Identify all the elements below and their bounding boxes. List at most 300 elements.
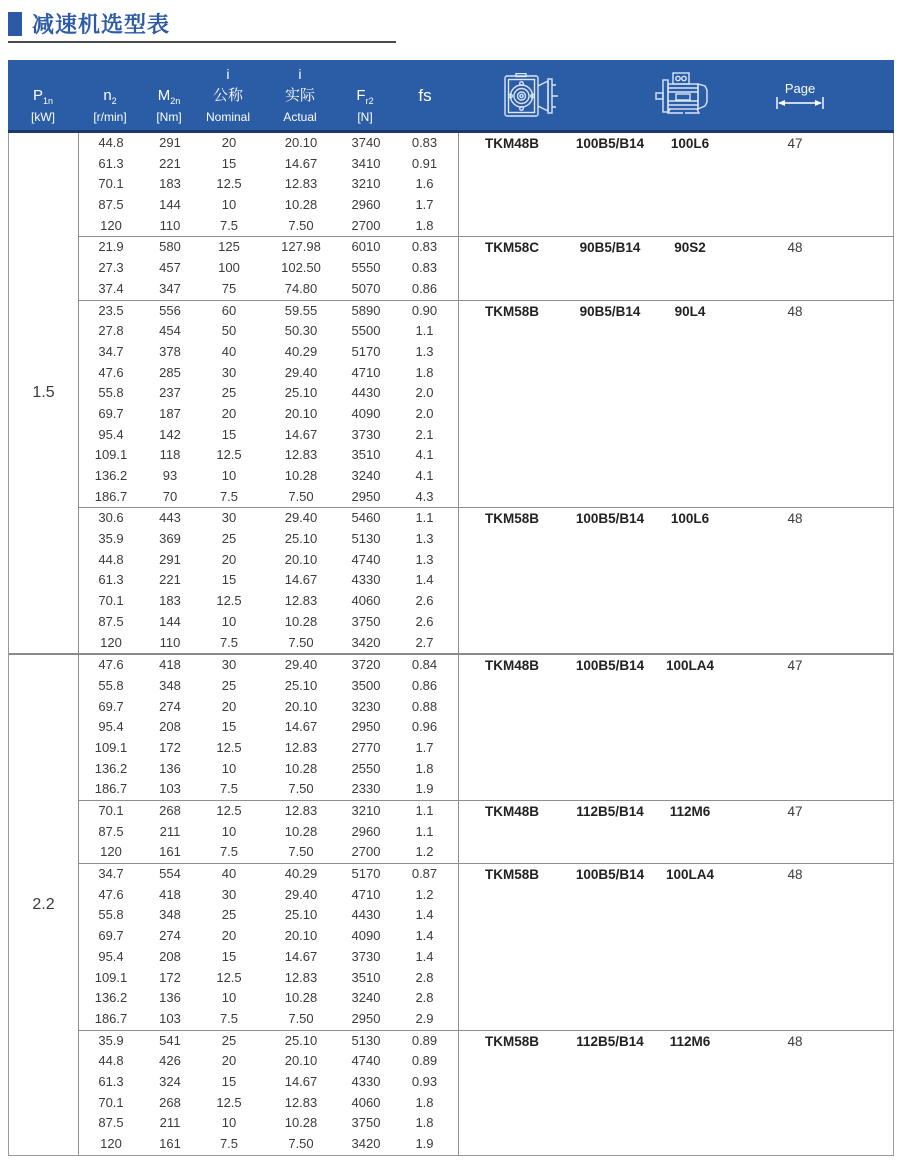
m2n-cell: 144	[159, 197, 181, 213]
i-actual-cell: 25.10	[284, 531, 318, 547]
fr2-cell: 3730	[351, 948, 381, 964]
n2-cell: 47.6	[98, 657, 124, 673]
i-actual-cell: 14.67	[284, 719, 318, 735]
i-actual-cell: 7.50	[288, 217, 314, 233]
table-header	[8, 60, 894, 130]
i-nominal-cell: 15	[221, 572, 237, 588]
i-nominal-cell: 12.5	[216, 447, 242, 463]
m2n-cell: 454	[159, 323, 181, 339]
i-nominal-cell: 125	[218, 239, 240, 255]
i-actual-cell: 29.40	[284, 510, 318, 526]
m2n-cell: 268	[159, 1094, 181, 1110]
table-row	[79, 321, 893, 342]
i-nominal-cell: 75	[221, 280, 237, 296]
header-unit-label: [N]	[357, 110, 373, 124]
table-row	[79, 697, 893, 718]
m2n-cell: 274	[159, 698, 181, 714]
i-actual-cell: 20.10	[284, 1053, 318, 1069]
motor-frame-cell: 100LA4	[665, 867, 715, 883]
motor-frame-cell: 100L6	[670, 511, 710, 527]
table-row	[79, 926, 893, 947]
n2-cell: 35.9	[98, 531, 124, 547]
i-actual-cell: 14.67	[284, 426, 318, 442]
i-actual-cell: 7.50	[288, 1136, 314, 1151]
m2n-cell: 348	[159, 907, 181, 923]
i-actual-cell: 14.67	[284, 948, 318, 964]
m2n-cell: 183	[159, 593, 181, 609]
fr2-cell: 3230	[351, 698, 381, 714]
i-actual-cell: 7.50	[288, 781, 314, 797]
n2-cell: 55.8	[98, 677, 124, 693]
input-flange-cell: 100B5/B14	[575, 136, 645, 151]
i-nominal-cell: 15	[221, 426, 237, 442]
i-nominal-cell: 25	[221, 1032, 237, 1048]
table-row	[79, 445, 893, 466]
input-flange-cell: 100B5/B14	[575, 867, 645, 883]
m2n-cell: 348	[159, 677, 181, 693]
table-body	[8, 133, 894, 1156]
n2-cell: 186.7	[94, 1010, 128, 1026]
motor-frame-cell: 100L6	[670, 136, 710, 151]
fs-cell: 1.9	[415, 781, 434, 797]
group-info-row	[459, 133, 894, 154]
fs-cell: 0.83	[411, 260, 438, 276]
fr2-cell: 2700	[351, 844, 381, 860]
spacer-cell	[865, 801, 894, 822]
gearbox-group	[79, 800, 893, 863]
m2n-cell: 221	[159, 155, 181, 171]
fr2-cell: 2330	[351, 781, 381, 797]
header-column-5	[356, 64, 373, 128]
n2-cell: 27.8	[98, 323, 124, 339]
m2n-cell: 110	[159, 634, 181, 650]
table-row	[79, 1009, 893, 1030]
n2-cell: 35.9	[98, 1032, 124, 1048]
header-main-label: fs	[418, 86, 432, 105]
m2n-cell: 211	[159, 823, 181, 839]
fr2-cell: 2960	[351, 197, 381, 213]
i-actual-cell: 29.40	[284, 364, 318, 380]
fr2-cell: 4710	[351, 364, 381, 380]
fr2-cell: 2960	[351, 823, 381, 839]
fs-cell: 1.7	[415, 197, 434, 213]
table-row	[79, 612, 893, 633]
group-info-row	[459, 301, 894, 322]
page-column-header	[773, 82, 827, 110]
m2n-cell: 211	[159, 1115, 181, 1131]
group-info-row	[459, 508, 894, 529]
header-ratio-symbol	[31, 64, 55, 84]
n2-cell: 70.1	[98, 176, 124, 192]
i-actual-cell: 14.67	[284, 155, 318, 171]
i-nominal-cell: 10	[221, 1115, 237, 1131]
header-main-label: $M_{2n}$	[157, 87, 181, 106]
page-label: Page	[784, 81, 816, 96]
i-nominal-cell: 7.5	[219, 1136, 239, 1151]
gearbox-model-cell: TKM58B	[484, 1033, 539, 1049]
table-row	[79, 550, 893, 571]
gearbox-model-cell: TKM48B	[484, 804, 539, 819]
page-number-cell: 47	[787, 804, 803, 819]
table-row	[79, 1134, 893, 1155]
fr2-cell: 3510	[351, 969, 381, 985]
table-row	[79, 822, 893, 843]
fr2-cell: 5170	[351, 343, 381, 359]
n2-cell: 44.8	[98, 551, 124, 567]
n2-cell: 70.1	[98, 803, 124, 818]
n2-cell: 34.7	[98, 866, 124, 882]
spacer-cell	[865, 301, 894, 322]
i-actual-cell: 7.50	[288, 1010, 314, 1026]
fs-cell: 1.3	[415, 343, 434, 359]
gearbox-group	[79, 300, 893, 508]
fs-cell: 1.8	[415, 1115, 434, 1131]
fs-cell: 1.8	[415, 364, 434, 380]
n2-cell: 87.5	[98, 823, 124, 839]
i-nominal-cell: 25	[221, 677, 237, 693]
fs-cell: 1.4	[415, 572, 434, 588]
table-row	[79, 1051, 893, 1072]
i-nominal-cell: 12.5	[216, 1094, 242, 1110]
fs-cell: 0.87	[411, 866, 438, 882]
gearbox-model-cell: TKM48B	[484, 136, 539, 151]
title-underline	[8, 41, 396, 43]
i-actual-cell: 29.40	[284, 886, 318, 902]
i-nominal-cell: 12.5	[216, 176, 242, 192]
fs-cell: 0.86	[411, 677, 438, 693]
fr2-cell: 3750	[351, 1115, 381, 1131]
table-row	[79, 466, 893, 487]
table-row	[79, 1113, 893, 1134]
i-nominal-cell: 30	[221, 886, 237, 902]
i-actual-cell: 74.80	[284, 280, 318, 296]
table-row	[79, 279, 893, 300]
fr2-cell: 3510	[351, 447, 381, 463]
i-actual-cell: 7.50	[288, 488, 314, 504]
fr2-cell: 2950	[351, 1010, 381, 1026]
i-nominal-cell: 10	[221, 823, 237, 839]
m2n-cell: 93	[162, 468, 178, 483]
n2-cell: 95.4	[98, 948, 124, 964]
fs-cell: 1.9	[415, 1136, 434, 1151]
fr2-cell: 2770	[351, 739, 381, 755]
header-ratio-symbol: i	[226, 66, 230, 82]
i-actual-cell: 20.10	[284, 135, 318, 150]
i-nominal-cell: 15	[221, 155, 237, 171]
fr2-cell: 4710	[351, 886, 381, 902]
table-row	[79, 363, 893, 384]
m2n-cell: 580	[159, 239, 181, 255]
page-number-cell: 48	[787, 240, 803, 256]
n2-cell: 69.7	[98, 698, 124, 714]
header-ratio-symbol	[93, 64, 126, 84]
i-actual-cell: 10.28	[284, 823, 318, 839]
n2-cell: 55.8	[98, 907, 124, 923]
spacer-cell	[865, 1031, 894, 1052]
dimension-arrow-icon	[773, 96, 827, 110]
header-column-4	[283, 64, 316, 128]
fr2-cell: 5890	[351, 302, 381, 318]
i-nominal-cell: 40	[221, 343, 237, 359]
i-nominal-cell: 10	[221, 760, 237, 776]
m2n-cell: 418	[159, 886, 181, 902]
fs-cell: 0.84	[411, 657, 438, 673]
motor-frame-cell: 112M6	[669, 1033, 711, 1049]
i-nominal-cell: 20	[221, 698, 237, 714]
n2-cell: 69.7	[98, 405, 124, 421]
fs-cell: 1.4	[415, 948, 434, 964]
input-flange-cell: 112B5/B14	[576, 804, 644, 819]
i-nominal-cell: 100	[218, 260, 240, 276]
i-actual-cell: 20.10	[284, 405, 318, 421]
gearbox-group	[79, 1030, 893, 1155]
fs-cell: 2.6	[415, 613, 434, 629]
fr2-cell: 3410	[351, 155, 381, 171]
page-number-cell: 47	[787, 658, 803, 674]
fs-cell: 1.1	[415, 823, 434, 839]
table-row	[79, 885, 893, 906]
n2-cell: 120	[100, 844, 122, 860]
fr2-cell: 3500	[351, 677, 381, 693]
i-actual-cell: 10.28	[284, 760, 318, 776]
i-actual-cell: 7.50	[288, 844, 314, 860]
m2n-cell: 285	[159, 364, 181, 380]
header-unit-label: [r/min]	[93, 110, 127, 124]
header-main-label: $n_2$	[103, 87, 117, 106]
fr2-cell: 5460	[351, 510, 381, 526]
fs-cell: 1.4	[415, 928, 434, 944]
m2n-cell: 556	[159, 302, 181, 318]
table-row	[79, 633, 893, 654]
i-nominal-cell: 30	[221, 657, 237, 673]
m2n-cell: 378	[159, 343, 181, 359]
i-nominal-cell: 25	[221, 531, 237, 547]
i-actual-cell: 14.67	[284, 572, 318, 588]
fs-cell: 1.4	[415, 907, 434, 923]
m2n-cell: 183	[159, 176, 181, 192]
table-row	[79, 988, 893, 1009]
spacer-cell	[865, 655, 894, 676]
i-nominal-cell: 30	[221, 510, 237, 526]
fr2-cell: 3750	[351, 613, 381, 629]
n2-cell: 136.2	[94, 468, 128, 483]
fs-cell: 1.1	[415, 803, 434, 818]
table-row	[79, 905, 893, 926]
fr2-cell: 4740	[351, 1053, 381, 1069]
fr2-cell: 4060	[351, 1094, 381, 1110]
power-rating-label: 1.5	[9, 133, 79, 653]
fs-cell: 1.1	[415, 510, 434, 526]
i-nominal-cell: 50	[221, 323, 237, 339]
n2-cell: 186.7	[94, 488, 128, 504]
header-column-2	[156, 64, 181, 128]
m2n-cell: 208	[159, 948, 181, 964]
page-title: 减速机选型表	[32, 12, 171, 37]
i-actual-cell: 20.10	[284, 551, 318, 567]
m2n-cell: 172	[159, 739, 181, 755]
input-flange-cell: 90B5/B14	[579, 303, 641, 319]
fs-cell: 2.6	[415, 593, 434, 609]
gearbox-model-cell: TKM58B	[484, 867, 539, 883]
page-number-cell: 48	[787, 867, 803, 883]
m2n-cell: 136	[159, 990, 181, 1006]
i-nominal-cell: 15	[221, 948, 237, 964]
power-block	[9, 133, 893, 653]
fr2-cell: 5130	[351, 1032, 381, 1048]
fs-cell: 1.3	[415, 551, 434, 567]
m2n-cell: 103	[159, 781, 181, 797]
n2-cell: 95.4	[98, 426, 124, 442]
n2-cell: 47.6	[98, 886, 124, 902]
header-main-label: $F_{r2}$	[356, 87, 374, 106]
m2n-cell: 172	[159, 969, 181, 985]
group-info-row	[459, 237, 894, 258]
fs-cell: 1.8	[415, 760, 434, 776]
m2n-cell: 347	[159, 280, 181, 296]
gearbox-group	[79, 133, 893, 236]
n2-cell: 70.1	[98, 593, 124, 609]
fr2-cell: 3730	[351, 426, 381, 442]
fr2-cell: 4090	[351, 928, 381, 944]
page-title-block	[8, 8, 170, 39]
fr2-cell: 5070	[351, 280, 381, 296]
table-row	[79, 717, 893, 738]
fs-cell: 0.89	[411, 1053, 438, 1069]
i-nominal-cell: 12.5	[216, 803, 242, 818]
i-actual-cell: 12.83	[284, 593, 318, 609]
table-row	[79, 570, 893, 591]
n2-cell: 109.1	[94, 969, 128, 985]
fr2-cell: 2950	[351, 719, 381, 735]
i-actual-cell: 12.83	[284, 739, 318, 755]
m2n-cell: 324	[159, 1073, 181, 1089]
motor-frame-cell: 90S2	[674, 240, 706, 256]
fr2-cell: 3740	[351, 135, 381, 150]
i-actual-cell: 40.29	[284, 343, 318, 359]
n2-cell: 109.1	[94, 739, 128, 755]
i-actual-cell: 25.10	[284, 385, 318, 401]
motor-frame-cell: 90L4	[674, 303, 706, 319]
page-number-cell: 47	[787, 136, 803, 151]
i-actual-cell: 40.29	[284, 866, 318, 882]
table-row	[79, 779, 893, 800]
group-info-row	[459, 655, 894, 676]
i-nominal-cell: 10	[221, 197, 237, 213]
fr2-cell: 4330	[351, 572, 381, 588]
title-accent-square-icon	[8, 12, 22, 36]
reducer-selection-table	[8, 60, 894, 1156]
spacer-cell	[865, 508, 894, 529]
n2-cell: 136.2	[94, 760, 128, 776]
fr2-cell: 6010	[351, 239, 381, 255]
table-row	[79, 383, 893, 404]
fs-cell: 2.9	[415, 1010, 434, 1026]
table-row	[79, 258, 893, 279]
gearbox-group	[79, 236, 893, 299]
header-main-label: 实际	[284, 87, 316, 104]
header-unit-label: [Nm]	[156, 110, 182, 124]
fs-cell: 2.8	[415, 990, 434, 1006]
fr2-cell: 3420	[351, 1136, 381, 1151]
m2n-cell: 268	[159, 803, 181, 818]
fs-cell: 1.7	[415, 739, 434, 755]
i-nominal-cell: 12.5	[216, 969, 242, 985]
i-nominal-cell: 40	[221, 866, 237, 882]
i-actual-cell: 12.83	[284, 803, 318, 818]
header-unit-label: Nominal	[205, 110, 251, 124]
m2n-cell: 187	[159, 405, 181, 421]
table-row	[79, 738, 893, 759]
n2-cell: 37.4	[98, 280, 124, 296]
n2-cell: 87.5	[98, 613, 124, 629]
i-nominal-cell: 10	[221, 468, 237, 483]
table-row	[79, 404, 893, 425]
i-nominal-cell: 60	[221, 302, 237, 318]
i-nominal-cell: 10	[221, 613, 237, 629]
spacer-cell	[865, 237, 894, 258]
fs-cell: 0.90	[411, 302, 438, 318]
table-row	[79, 216, 893, 237]
fr2-cell: 5170	[351, 866, 381, 882]
m2n-cell: 142	[159, 426, 181, 442]
i-actual-cell: 20.10	[284, 928, 318, 944]
m2n-cell: 118	[159, 447, 181, 463]
n2-cell: 87.5	[98, 1115, 124, 1131]
i-actual-cell: 12.83	[284, 447, 318, 463]
table-row	[79, 529, 893, 550]
i-nominal-cell: 20	[221, 1053, 237, 1069]
fr2-cell: 4740	[351, 551, 381, 567]
i-nominal-cell: 30	[221, 364, 237, 380]
m2n-cell: 418	[159, 657, 181, 673]
i-nominal-cell: 7.5	[219, 781, 239, 797]
m2n-cell: 144	[159, 613, 181, 629]
i-nominal-cell: 15	[221, 1073, 237, 1089]
i-actual-cell: 25.10	[284, 1032, 318, 1048]
header-unit-label	[418, 108, 431, 128]
fs-cell: 0.83	[411, 239, 438, 255]
i-nominal-cell: 20	[221, 551, 237, 567]
fr2-cell: 3720	[351, 657, 381, 673]
m2n-cell: 221	[159, 572, 181, 588]
m2n-cell: 161	[159, 1136, 181, 1151]
i-nominal-cell: 12.5	[216, 739, 242, 755]
i-actual-cell: 7.50	[288, 634, 314, 650]
m2n-cell: 457	[159, 260, 181, 276]
header-ratio-symbol	[356, 64, 373, 84]
input-flange-cell: 100B5/B14	[575, 511, 645, 527]
motor-frame-cell: 100LA4	[665, 658, 715, 674]
m2n-cell: 541	[159, 1032, 181, 1048]
fs-cell: 0.88	[411, 698, 438, 714]
i-nominal-cell: 7.5	[219, 217, 239, 233]
page-number-cell: 48	[787, 511, 803, 527]
m2n-cell: 426	[159, 1053, 181, 1069]
fs-cell: 2.1	[415, 426, 434, 442]
table-row	[79, 342, 893, 363]
electric-motor-icon	[655, 71, 717, 121]
gearbox-group	[79, 863, 893, 1030]
fs-cell: 1.8	[415, 1094, 434, 1110]
m2n-cell: 291	[159, 551, 181, 567]
i-nominal-cell: 7.5	[219, 488, 239, 504]
n2-cell: 70.1	[98, 1094, 124, 1110]
group-info-row	[459, 801, 894, 822]
m2n-cell: 110	[159, 217, 181, 233]
i-actual-cell: 10.28	[284, 1115, 318, 1131]
fs-cell: 2.8	[415, 969, 434, 985]
n2-cell: 44.8	[98, 1053, 124, 1069]
